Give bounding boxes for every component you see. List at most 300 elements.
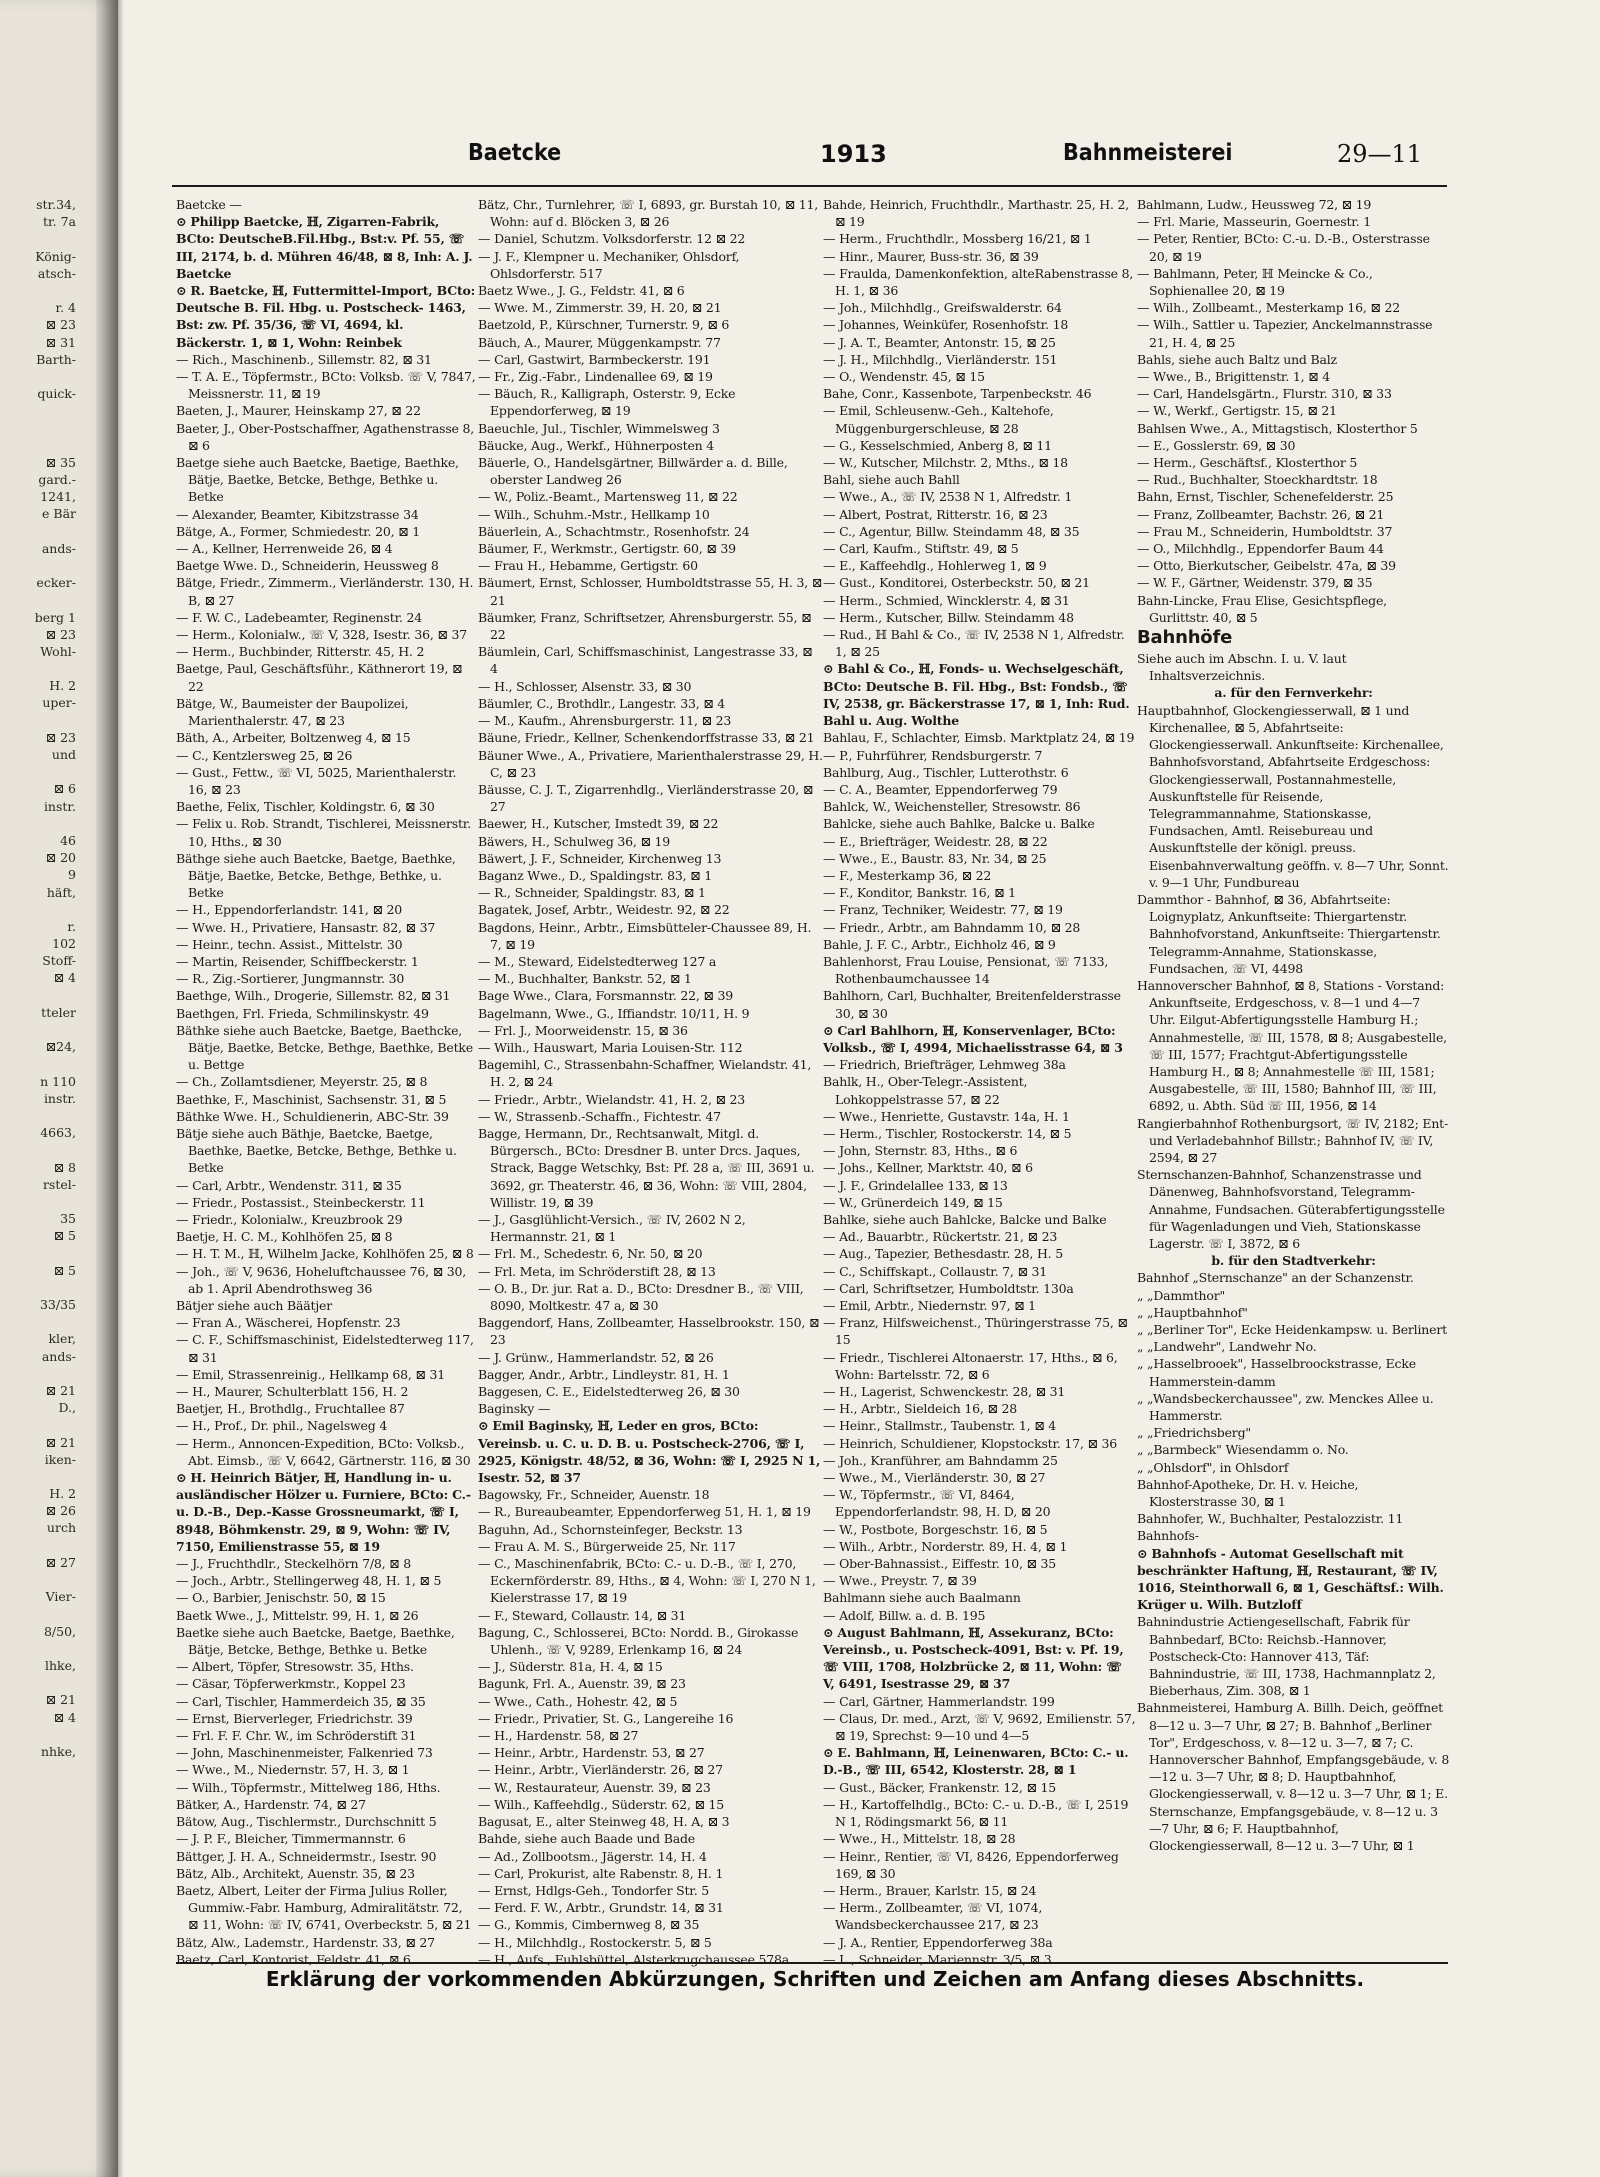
- directory-entry: — Friedrich, Briefträger, Lehmweg 38a: [823, 1057, 1066, 1073]
- directory-entry: Hauptbahnhof, Glockengiesserwall, ⊠ 1 und Kirchenallee, ⊠ 5, Abfahrtseite: Glockengiesserwall. Ankunftseite: Kirchenallee, Bahnhofsvorstand, Abfahrtseite Erdgeschoss: Glockengiesserwall, Postannahmestelle, Auskunftstelle für Reisende, Telegrammannahme, Stationskasse, Fundsachen, Amtl. Reisebureau und Auskunftstelle der königl. preuss. Eisenbahnverwaltung geöffn. v. 8—7 Uhr, Sonnt. v. 9—1 Uhr, Fundbureau: [1137, 702, 1449, 890]
- directory-entry: Bäthge siehe auch Baetcke, Baetge, Baethke, Bätje, Baetke, Betcke, Bethge, Bethke, u. Betke: [176, 850, 456, 901]
- directory-entry: — J. F., Grindelallee 133, ⊠ 13: [823, 1177, 1008, 1193]
- directory-entry: — Wwe., Cath., Hohestr. 42, ⊠ 5: [478, 1693, 678, 1709]
- facing-page-line: ⊠ 35: [45, 454, 76, 470]
- directory-entry: „ „Ohlsdorf", in Ohlsdorf: [1137, 1459, 1289, 1475]
- directory-entry: Bäthke Wwe. H., Schuldienerin, ABC-Str. 39: [176, 1108, 449, 1124]
- directory-entry: — Albert, Töpfer, Stresowstr. 35, Hths.: [176, 1659, 414, 1675]
- directory-entry: Bätge, Friedr., Zimmerm., Vierländerstr. 130, H. B, ⊠ 27: [176, 575, 474, 608]
- directory-entry: Baethe, Felix, Tischler, Koldingstr. 6, ⊠ 30: [176, 799, 435, 815]
- directory-entry: Bäune, Friedr., Kellner, Schenkendorffstrasse 33, ⊠ 21: [478, 730, 815, 746]
- facing-page-line: ⊠ 31: [45, 334, 76, 350]
- facing-page-line: und: [51, 747, 76, 762]
- directory-entry: Bahde, Heinrich, Fruchthdlr., Marthastr. 25, H. 2, ⊠ 19: [823, 197, 1130, 230]
- running-head-left: Baetcke: [468, 140, 562, 166]
- directory-entry: — Joch., Arbtr., Stellingerweg 48, H. 1, ⊠ 5: [176, 1573, 442, 1589]
- directory-entry: — Johs., Kellner, Marktstr. 40, ⊠ 6: [823, 1160, 1033, 1176]
- directory-entry: ⊙ R. Baetcke, ℍ, Futtermittel-Import, BCto: Deutsche B. Fil. Hbg. u. Postscheck- 1463, Bst: zw. Pf. 35/36, ☏ VI, 4694, kl. Bäckerstr. 1, ⊠ 1, Wohn: Reinbek: [176, 283, 476, 350]
- directory-entry: — H., Hardenstr. 58, ⊠ 27: [478, 1728, 639, 1744]
- page-number: 29—11: [1337, 140, 1423, 168]
- directory-entry: Bahnhof „Sternschanze" an der Schanzenstr.: [1137, 1270, 1414, 1286]
- directory-entry: ⊙ Philipp Baetcke, ℍ, Zigarren-Fabrik, BCto: DeutscheB.Fil.Hbg., Bst:v. Pf. 55, ☏ III, 2174, b. d. Mühren 46/48, ⊠ 8, Inh: A. J. Baetcke: [176, 214, 473, 281]
- facing-page-line: ⊠ 23: [45, 626, 76, 642]
- directory-entry: Bäthke siehe auch Baetcke, Baetge, Baethcke, Bätje, Baetke, Betcke, Bethge, Baethke, Betke u. Bettge: [176, 1022, 473, 1073]
- directory-entry: — C., Maschinenfabrik, BCto: C.- u. D.-B., ☏ I, 270, Eckernförderstr. 89, Hths., ⊠ 4, Wohn: ☏ I, 270 N 1, Kielerstrasse 17, ⊠ 19: [478, 1556, 816, 1606]
- facing-page-line: urch: [46, 1520, 76, 1536]
- directory-entry: „ „Berliner Tor", Ecke Heidenkampsw. u. Berlinert: [1137, 1322, 1447, 1337]
- directory-entry: — H., Milchhdlg., Rostockerstr. 5, ⊠ 5: [478, 1934, 712, 1950]
- book-gutter: [96, 0, 118, 2177]
- facing-page-line: uper-: [42, 695, 76, 711]
- directory-entry: ⊙ Emil Baginsky, ℍ, Leder en gros, BCto: Vereinsb. u. C. u. D. B. u. Postscheck-2706, ☏ I, 2925, Königstr. 48/52, ⊠ 36, Wohn: ☏ I, 2925 N 1, Isestr. 52, ⊠ 37: [478, 1418, 821, 1486]
- directory-entry: — J. Grünw., Hammerlandstr. 52, ⊠ 26: [478, 1349, 714, 1365]
- directory-entry: — Frl. J., Moorweidenstr. 15, ⊠ 36: [478, 1022, 688, 1038]
- directory-entry: — Herm., Annoncen-Expedition, BCto: Volksb., Abt. Eimsb., ☏ V, 6642, Gärtnerstr. 116, ⊠ 30: [176, 1435, 471, 1468]
- facing-page-line: ⊠ 21: [45, 1382, 76, 1398]
- directory-entry: „ „Dammthor": [1137, 1287, 1226, 1303]
- directory-entry: „ „Barmbeck" Wiesendamm o. No.: [1137, 1442, 1349, 1458]
- directory-entry: Bätz, Alb., Architekt, Auenstr. 35, ⊠ 23: [176, 1865, 415, 1881]
- facing-page-line: Stoff-: [42, 953, 76, 969]
- directory-entry: — Emil, Schleusenw.-Geh., Kaltehofe, Müggenburgerschleuse, ⊠ 28: [823, 403, 1054, 436]
- facing-page-line: ⊠ 4: [53, 1709, 76, 1725]
- directory-entry: Baetjer, H., Brothdlg., Fruchtallee 87: [176, 1401, 405, 1417]
- directory-entry: Bäumler, C., Brothdlr., Langestr. 33, ⊠ 4: [478, 695, 726, 711]
- facing-page-line: 102: [52, 936, 76, 952]
- directory-entry: Sternschanzen-Bahnhof, Schanzenstrasse und Dänenweg, Bahnhofsvorstand, Telegramm-Annahme, Fundsachen. Güterabfertigungsstelle für Wagenladungen und Vieh, Stationskasse Lagerstr. ☏ I, 3872, ⊠ 6: [1137, 1167, 1445, 1251]
- facing-page-line: ⊠ 21: [45, 1434, 76, 1450]
- facing-page-line: ecker-: [36, 575, 76, 591]
- column-1: [176, 196, 476, 1967]
- directory-entry: — Daniel, Schutzm. Volksdorferstr. 12 ⊠ 22: [478, 231, 746, 247]
- directory-entry: Baeuchle, Jul., Tischler, Wimmelsweg 3: [478, 420, 720, 436]
- directory-entry: — H., Prof., Dr. phil., Nagelsweg 4: [176, 1418, 388, 1434]
- directory-entry: Bahlsen Wwe., A., Mittagstisch, Klosterthor 5: [1137, 420, 1418, 436]
- directory-entry: — Wilh., Arbtr., Norderstr. 89, H. 4, ⊠ 1: [823, 1538, 1068, 1554]
- column-2: [478, 196, 823, 1967]
- directory-entry: Bahlau, F., Schlachter, Eimsb. Marktplatz 24, ⊠ 19: [823, 730, 1135, 746]
- directory-entry: Bahlhorn, Carl, Buchhalter, Breitenfelderstrasse 30, ⊠ 30: [823, 988, 1121, 1021]
- directory-entry: Baginsky —: [478, 1401, 551, 1417]
- directory-entry: — Friedr., Postassist., Steinbeckerstr. 11: [176, 1194, 426, 1210]
- facing-page-line: 9: [68, 867, 76, 883]
- directory-entry: — Wilh., Schuhm.-Mstr., Hellkamp 10: [478, 506, 710, 522]
- directory-entry: „ „Landwehr", Landwehr No.: [1137, 1339, 1317, 1355]
- directory-entry: ⊙ Bahl & Co., ℍ, Fonds- u. Wechselgeschäft, BCto: Deutsche B. Fil. Hbg., Bst: Fondsb., ☏ IV, 2538, gr. Bäckerstrasse 17, ⊠ 1, Inh: Rud. Bahl u. Aug. Wolthe: [823, 661, 1130, 729]
- directory-entry: — R., Bureaubeamter, Eppendorferweg 51, H. 1, ⊠ 19: [478, 1504, 811, 1520]
- directory-entry: — Wilh., Hauswart, Maria Louisen-Str. 112: [478, 1039, 743, 1055]
- facing-page-line: häft,: [46, 884, 76, 900]
- facing-page-line: ⊠ 8: [53, 1159, 76, 1175]
- directory-entry: Bagelmann, Wwe., G., Iffiandstr. 10/11, H. 9: [478, 1005, 750, 1021]
- directory-entry: Bäumert, Ernst, Schlosser, Humboldtstrasse 55, H. 3, ⊠ 21: [478, 575, 823, 608]
- directory-entry: ⊙ August Bahlmann, ℍ, Assekuranz, BCto: Vereinsb., u. Postscheck-4091, Bst: v. Pf. 19, ☏ VIII, 1708, Holzbrücke 2, ⊠ 11, Wohn: ☏ V, 6491, Isestrasse 29, ⊠ 37: [823, 1624, 1124, 1692]
- directory-entry: — Martin, Reisender, Schiffbeckerstr. 1: [176, 953, 419, 969]
- directory-entry: — E., Kaffeehdlg., Hohlerweg 1, ⊠ 9: [823, 558, 1047, 574]
- directory-entry: Bagdons, Heinr., Arbtr., Eimsbütteler-Chaussee 89, H. 7, ⊠ 19: [478, 919, 812, 952]
- directory-entry: — W., Töpfermstr., ☏ VI, 8464, Eppendorferlandstr. 98, H. D, ⊠ 20: [823, 1487, 1051, 1520]
- directory-entry: ⊙ Bahnhofs - Automat Gesellschaft mit beschränkter Haftung, ℍ, Restaurant, ☏ IV, 1016, Steinthorwall 6, ⊠ 1, Geschäftsf.: Wilh. Krüger u. Wilh. Butzloff: [1137, 1545, 1444, 1613]
- directory-entry: — Frau A. M. S., Bürgerweide 25, Nr. 117: [478, 1538, 736, 1554]
- directory-entry: — Johannes, Weinküfer, Rosenhofstr. 18: [823, 317, 1069, 333]
- directory-entry: Bäuner Wwe., A., Privatiere, Marienthalerstrasse 29, H. C, ⊠ 23: [478, 747, 823, 780]
- directory-entry: — Joh., ☏ V, 9636, Hoheluftchaussee 76, ⊠ 30, ab 1. April Abendrothsweg 36: [176, 1263, 467, 1296]
- facing-page-line: ⊠ 23: [45, 317, 76, 333]
- directory-entry: — O., Milchhdlg., Eppendorfer Baum 44: [1137, 541, 1384, 557]
- facing-page-line: Barth-: [36, 351, 76, 367]
- directory-entry: — Frl. F. F. Chr. W., im Schröderstift 31: [176, 1728, 417, 1744]
- directory-entry: — Gust., Fettw., ☏ VI, 5025, Marienthalerstr. 16, ⊠ 23: [176, 764, 457, 797]
- directory-entry: Baggesen, C. E., Eidelstedterweg 26, ⊠ 30: [478, 1384, 740, 1400]
- directory-entry: — Wilh., Zollbeamt., Mesterkamp 16, ⊠ 22: [1137, 300, 1400, 316]
- facing-page-line: Vier-: [45, 1589, 76, 1605]
- facing-page-line: ⊠ 5: [53, 1262, 76, 1278]
- directory-entry: — Adolf, Billw. a. d. B. 195: [823, 1607, 986, 1623]
- directory-entry: Baetje, H. C. M., Kohlhöfen 25, ⊠ 8: [176, 1229, 393, 1245]
- directory-entry: — Ad., Zollbootsm., Jägerstr. 14, H. 4: [478, 1848, 707, 1864]
- directory-entry: Bäuch, A., Maurer, Müggenkampstr. 77: [478, 334, 721, 350]
- directory-entry: — M., Steward, Eidelstedterweg 127 a: [478, 953, 717, 969]
- directory-entry: Bätge, A., Former, Schmiedestr. 20, ⊠ 1: [176, 523, 420, 539]
- directory-entry: — C., Schiffskapt., Collaustr. 7, ⊠ 31: [823, 1263, 1047, 1279]
- abbreviation-note: Erklärung der vorkommenden Abkürzungen, Schriften und Zeichen am Anfang dieses Abschnitts.: [265, 1967, 1365, 1991]
- directory-entry: — Bahlmann, Peter, ℍ Meincke & Co., Sophienallee 20, ⊠ 19: [1137, 265, 1373, 299]
- directory-entry: — Wwe., E., Baustr. 83, Nr. 34, ⊠ 25: [823, 850, 1047, 866]
- facing-page-line: ⊠ 6: [53, 781, 76, 797]
- directory-entry: — Albert, Postrat, Ritterstr. 16, ⊠ 23: [823, 506, 1048, 522]
- facing-page-line: nhke,: [40, 1743, 76, 1759]
- facing-page-line: H. 2: [49, 678, 76, 694]
- directory-entry: — Wwe., A., ☏ IV, 2538 N 1, Alfredstr. 1: [823, 489, 1073, 505]
- directory-entry: — W., Werkf., Gertigstr. 15, ⊠ 21: [1137, 403, 1337, 419]
- directory-entry: Bahnhöfe: [1137, 627, 1233, 649]
- directory-entry: — Wwe., B., Brigittenstr. 1, ⊠ 4: [1137, 369, 1330, 385]
- directory-entry: — Carl, Schriftsetzer, Humboldtstr. 130a: [823, 1280, 1074, 1296]
- directory-entry: — Alexander, Beamter, Kibitzstrasse 34: [176, 506, 419, 522]
- directory-entry: Baethgen, Frl. Frieda, Schmilinskystr. 49: [176, 1005, 429, 1021]
- directory-entry: Bätker, A., Hardenstr. 74, ⊠ 27: [176, 1796, 366, 1812]
- facing-page-line: atsch-: [37, 265, 76, 281]
- facing-page-line: 35: [60, 1211, 76, 1227]
- facing-page-line: e Bär: [42, 506, 76, 522]
- directory-entry: Baetzold, P., Kürschner, Turnerstr. 9, ⊠ 6: [478, 317, 730, 333]
- directory-entry: Baeten, J., Maurer, Heinskamp 27, ⊠ 22: [176, 403, 421, 419]
- directory-entry: Bätow, Aug., Tischlermstr., Durchschnitt 5: [176, 1814, 437, 1830]
- directory-entry: — Franz, Hilfsweichenst., Thüringerstrasse 75, ⊠ 15: [823, 1315, 1128, 1348]
- directory-entry: Siehe auch im Abschn. I. u. V. laut Inhaltsverzeichnis.: [1137, 651, 1347, 684]
- directory-entry: Bahlmann siehe auch Baalmann: [823, 1590, 1021, 1606]
- directory-entry: Baewer, H., Kutscher, Imstedt 39, ⊠ 22: [478, 816, 719, 832]
- directory-entry: — W. F., Gärtner, Weidenstr. 379, ⊠ 35: [1137, 575, 1373, 591]
- directory-entry: Bage Wwe., Clara, Forsmannstr. 22, ⊠ 39: [478, 988, 733, 1004]
- directory-entry: — Otto, Bierkutscher, Geibelstr. 47a, ⊠ 39: [1137, 558, 1396, 574]
- directory-entry: Bahnhofs-: [1137, 1528, 1199, 1544]
- directory-entry: — Gust., Bäcker, Frankenstr. 12, ⊠ 15: [823, 1779, 1056, 1795]
- directory-entry: — P., Fuhrführer, Rendsburgerstr. 7: [823, 747, 1043, 763]
- directory-entry: — C., Kentzlersweg 25, ⊠ 26: [176, 747, 353, 763]
- directory-entry: — Ernst, Bierverleger, Friedrichstr. 39: [176, 1710, 413, 1726]
- directory-entry: — Heinr., Rentier, ☏ VI, 8426, Eppendorferweg 169, ⊠ 30: [823, 1848, 1119, 1881]
- directory-entry: — O. B., Dr. jur. Rat a. D., BCto: Dresdner B., ☏ VIII, 8090, Moltkestr. 47 a, ⊠ 30: [478, 1280, 804, 1313]
- directory-entry: — A., Kellner, Herrenweide 26, ⊠ 4: [176, 541, 393, 557]
- directory-entry: Baetge Wwe. D., Schneiderin, Heussweg 8: [176, 558, 439, 574]
- directory-entry: — Emil, Arbtr., Niedernstr. 97, ⊠ 1: [823, 1298, 1036, 1313]
- directory-entry: Bäwert, J. F., Schneider, Kirchenweg 13: [478, 850, 722, 866]
- directory-entry: — Carl, Gärtner, Hammerlandstr. 199: [823, 1693, 1055, 1709]
- directory-entry: — F. W. C., Ladebeamter, Reginenstr. 24: [176, 609, 423, 625]
- directory-entry: Bätje siehe auch Bäthje, Baetcke, Baetge, Baethke, Baetke, Betcke, Bethge, Bethke u. Betke: [176, 1125, 457, 1176]
- directory-entry: Bahe, Conr., Kassenbote, Tarpenbeckstr. 46: [823, 386, 1092, 402]
- directory-entry: Baganz Wwe., D., Spaldingstr. 83, ⊠ 1: [478, 867, 712, 883]
- facing-page-line: H. 2: [49, 1486, 76, 1502]
- directory-entry: — Ad., Bauarbtr., Rückertstr. 21, ⊠ 23: [823, 1229, 1058, 1245]
- directory-entry: — M., Buchhalter, Bankstr. 52, ⊠ 1: [478, 971, 692, 987]
- directory-entry: — Aug., Tapezier, Bethesdastr. 28, H. 5: [823, 1246, 1063, 1262]
- directory-entry: — Friedr., Tischlerei Altonaerstr. 17, Hths., ⊠ 6, Wohn: Bartelsstr. 72, ⊠ 6: [823, 1349, 1118, 1382]
- directory-entry: — Friedr., Kolonialw., Kreuzbrook 29: [176, 1211, 403, 1227]
- directory-entry: — C. A., Beamter, Eppendorferweg 79: [823, 781, 1058, 797]
- facing-page-line: ⊠ 27: [45, 1554, 76, 1570]
- facing-page-line: ands-: [41, 1348, 76, 1364]
- directory-entry: Bahn, Ernst, Tischler, Schenefelderstr. 25: [1137, 489, 1394, 505]
- facing-page-line: ⊠ 21: [45, 1692, 76, 1708]
- directory-entry: — Friedr., Arbtr., Wielandstr. 41, H. 2, ⊠ 23: [478, 1091, 746, 1107]
- directory-entry: — W., Kutscher, Milchstr. 2, Mths., ⊠ 18: [823, 455, 1068, 471]
- directory-entry: Bagemihl, C., Strassenbahn-Schaffner, Wielandstr. 41, H. 2, ⊠ 24: [478, 1057, 812, 1090]
- facing-page-line: n 110: [40, 1073, 76, 1089]
- directory-entry: Dammthor - Bahnhof, ⊠ 36, Abfahrtseite: Loignyplatz, Ankunftseite: Thiergartenstr. Bahnhofvorstand, Ankunftseite: Thiergartenstr. Telegramm-Annahme, Stationskasse, Fundsachen, ☏ VI, 4498: [1137, 891, 1441, 976]
- directory-entry: — W., Poliz.-Beamt., Martensweg 11, ⊠ 22: [478, 489, 738, 505]
- footer-rule: [176, 1962, 1448, 1964]
- directory-entry: ⊙ Carl Bahlhorn, ℍ, Konservenlager, BCto: Volksb., ☏ I, 4994, Michaelisstrasse 64, ⊠ 3: [823, 1022, 1123, 1055]
- directory-entry: — Carl, Kaufm., Stiftstr. 49, ⊠ 5: [823, 541, 1019, 557]
- directory-entry: Bagung, C., Schlosserei, BCto: Nordd. B., Girokasse Uhlenh., ☏ V, 9289, Erlenkamp 16, ⊠ 24: [478, 1624, 799, 1658]
- directory-entry: — H. T. M., ℍ, Wilhelm Jacke, Kohlhöfen 25, ⊠ 8: [176, 1246, 474, 1262]
- directory-entry: Baetke siehe auch Baetcke, Baetge, Baethke, Bätje, Betcke, Bethge, Bethke u. Betke: [176, 1624, 455, 1658]
- directory-entry: — Frau M., Schneiderin, Humboldtstr. 37: [1137, 523, 1393, 539]
- directory-entry: — Franz, Techniker, Weidestr. 77, ⊠ 19: [823, 902, 1063, 918]
- directory-entry: Bahls, siehe auch Baltz und Balz: [1137, 351, 1337, 367]
- directory-entry: Baguhn, Ad., Schornsteinfeger, Beckstr. 13: [478, 1521, 743, 1537]
- directory-entry: — R., Zig.-Sortierer, Jungmannstr. 30: [176, 971, 405, 987]
- facing-page-line: Wohl-: [40, 643, 76, 659]
- directory-entry: — Bäuch, R., Kalligraph, Osterstr. 9, Ecke Eppendorferweg, ⊠ 19: [478, 386, 736, 419]
- facing-page-line: instr.: [43, 1090, 76, 1106]
- facing-page-line: König-: [35, 248, 76, 264]
- directory-entry: — Heinr., techn. Assist., Mittelstr. 30: [176, 936, 403, 952]
- directory-entry: — Herm., Schmied, Wincklerstr. 4, ⊠ 31: [823, 592, 1070, 608]
- directory-entry: Bahlke, siehe auch Bahlcke, Balcke und Balke: [823, 1211, 1107, 1227]
- directory-entry: Bätge, W., Baumeister der Baupolizei, Marienthalerstr. 47, ⊠ 23: [176, 695, 409, 729]
- directory-entry: Bagunk, Frl. A., Auenstr. 39, ⊠ 23: [478, 1676, 686, 1692]
- directory-entry: Bätz, Alw., Lademstr., Hardenstr. 33, ⊠ 27: [176, 1934, 435, 1950]
- directory-entry: — John, Sternstr. 83, Hths., ⊠ 6: [823, 1143, 1018, 1159]
- facing-page-line: ⊠ 4: [53, 970, 76, 986]
- directory-entry: — W., Grünerdeich 149, ⊠ 15: [823, 1194, 1003, 1210]
- directory-entry: — W., Strassenb.-Schaffn., Fichtestr. 47: [478, 1108, 721, 1124]
- directory-entry: — Cäsar, Töpferwerkmstr., Koppel 23: [176, 1676, 406, 1692]
- facing-page-line: ⊠ 26: [45, 1503, 76, 1519]
- directory-entry: — Heinr., Stallmstr., Taubenstr. 1, ⊠ 4: [823, 1418, 1056, 1434]
- directory-entry: a. für den Fernverkehr:: [1214, 685, 1373, 701]
- directory-entry: — J. A., Rentier, Eppendorferweg 38a: [823, 1934, 1053, 1950]
- directory-entry: — H., Maurer, Schulterblatt 156, H. 2: [176, 1384, 409, 1400]
- directory-entry: Bäumker, Franz, Schriftsetzer, Ahrensburgerstr. 55, ⊠ 22: [478, 609, 812, 643]
- directory-entry: — Fr., Zig.-Fabr., Lindenallee 69, ⊠ 19: [478, 369, 713, 385]
- directory-entry: Bätjer siehe auch Bäätjer: [176, 1298, 333, 1313]
- directory-entry: — Frl. Meta, im Schröderstift 28, ⊠ 13: [478, 1263, 716, 1279]
- running-head-right: Bahnmeisterei: [1063, 140, 1233, 166]
- directory-entry: — M., Kaufm., Ahrensburgerstr. 11, ⊠ 23: [478, 713, 732, 729]
- directory-entry: — H., Kartoffelhdlg., BCto: C.- u. D.-B., ☏ I, 2519 N 1, Rödingsmarkt 56, ⊠ 11: [823, 1796, 1129, 1830]
- directory-entry: — Rud., Buchhalter, Stoeckhardtstr. 18: [1137, 472, 1378, 488]
- directory-entry: — J. A. T., Beamter, Antonstr. 15, ⊠ 25: [823, 334, 1056, 350]
- directory-entry: — W., Restaurateur, Auenstr. 39, ⊠ 23: [478, 1779, 711, 1795]
- running-head-year: 1913: [820, 140, 887, 168]
- facing-page-line: rstel-: [42, 1176, 76, 1192]
- directory-entry: Bahn-Lincke, Frau Elise, Gesichtspflege, Gurlittstr. 40, ⊠ 5: [1137, 592, 1387, 625]
- directory-entry: — Gust., Konditorei, Osterbeckstr. 50, ⊠ 21: [823, 575, 1090, 591]
- column-4: [1137, 196, 1450, 1926]
- directory-entry: — G., Kesselschmied, Anberg 8, ⊠ 11: [823, 437, 1052, 453]
- directory-entry: Bäusse, C. J. T., Zigarrenhdlg., Vierländerstrasse 20, ⊠ 27: [478, 781, 814, 815]
- directory-entry: Baetz, Albert, Leiter der Firma Julius Roller, Gummiw.-Fabr. Hamburg, Admiralitätstr. 72, ⊠ 11, Wohn: ☏ IV, 6741, Overbeckstr. 5, ⊠ 21: [176, 1882, 472, 1933]
- directory-entry: — Fraulda, Damenkonfektion, alteRabenstrasse 8, H. 1, ⊠ 36: [823, 265, 1134, 299]
- directory-entry: — Wwe. M., Zimmerstr. 39, H. 20, ⊠ 21: [478, 300, 722, 316]
- directory-entry: — Heinr., Arbtr., Hardenstr. 53, ⊠ 27: [478, 1745, 705, 1761]
- directory-entry: — Emil, Strassenreinig., Hellkamp 68, ⊠ 31: [176, 1366, 445, 1382]
- column-3: [823, 196, 1136, 1967]
- directory-entry: Bäucke, Aug., Werkf., Hühnerposten 4: [478, 437, 715, 453]
- directory-entry: — J., Gasglühlicht-Versich., ☏ IV, 2602 N 2, Hermannstr. 21, ⊠ 1: [478, 1211, 746, 1245]
- directory-entry: Baetge, Paul, Geschäftsführ., Käthnerort 19, ⊠ 22: [176, 661, 463, 694]
- directory-entry: — Frl. M., Schedestr. 6, Nr. 50, ⊠ 20: [478, 1246, 703, 1262]
- facing-page-line: r.: [67, 918, 76, 934]
- directory-entry: „ „Hauptbahnhof": [1137, 1304, 1248, 1320]
- directory-entry: — E., Gosslerstr. 69, ⊠ 30: [1137, 437, 1296, 453]
- directory-entry: b. für den Stadtverkehr:: [1211, 1253, 1376, 1269]
- directory-entry: — Franz, Zollbeamter, Bachstr. 26, ⊠ 21: [1137, 506, 1385, 522]
- directory-entry: ⊙ H. Heinrich Bätjer, ℍ, Handlung in- u. ausländischer Hölzer u. Furniere, BCto: C.- u. D.-B., Dep.-Kasse Grossneumarkt, ☏ I, 8948, Böhmkenstr. 29, ⊠ 9, Wohn: ☏ IV, 7150, Emilienstrasse 55, ⊠ 19: [176, 1470, 471, 1554]
- facing-page-line: 4663,: [40, 1125, 76, 1141]
- directory-entry: — Joh., Kranführer, am Bahndamm 25: [823, 1452, 1058, 1468]
- directory-entry: — Carl, Arbtr., Wendenstr. 311, ⊠ 35: [176, 1177, 402, 1193]
- directory-entry: Bäumlein, Carl, Schiffsmaschinist, Langestrasse 33, ⊠ 4: [478, 644, 813, 677]
- directory-entry: — Wwe., H., Mittelstr. 18, ⊠ 28: [823, 1831, 1016, 1847]
- directory-entry: — Hinr., Maurer, Buss-str. 36, ⊠ 39: [823, 248, 1039, 264]
- directory-entry: — H., Eppendorferlandstr. 141, ⊠ 20: [176, 902, 403, 918]
- directory-entry: Bagge, Hermann, Dr., Rechtsanwalt, Mitgl. d. Bürgersch., BCto: Dresdner B. unter Drcs. Jaques, Strack, Bagge Wetschky, Bst: Pf. 28 a, ☏ III, 3691 u. 3692, gr. Theaterstr. 46, ⊠ 36, Wohn: ☏ VIII, 2804, Willistr. 19, ⊠ 39: [478, 1125, 815, 1210]
- facing-page-line: ands-: [41, 540, 76, 556]
- facing-page-line: 1241,: [40, 489, 76, 505]
- directory-entry: Rangierbahnhof Rothenburgsort, ☏ IV, 2182; Ent- und Verladebahnhof Billstr.; Bahnhof IV, ☏ IV, 2594, ⊠ 27: [1137, 1115, 1449, 1165]
- directory-entry: — Ch., Zollamtsdiener, Meyerstr. 25, ⊠ 8: [176, 1074, 428, 1090]
- directory-entry: — H., Arbtr., Sieldeich 16, ⊠ 28: [823, 1401, 1018, 1417]
- facing-page-line: lhke,: [45, 1657, 76, 1673]
- directory-entry: Bahlk, H., Ober-Telegr.-Assistent, Lohkoppelstrasse 57, ⊠ 22: [823, 1074, 1028, 1107]
- facing-page-line: ⊠ 5: [53, 1228, 76, 1244]
- facing-page-line: berg 1: [34, 609, 76, 625]
- directory-entry: Bäuerlein, A., Schachtmstr., Rosenhofstr. 24: [478, 523, 750, 539]
- directory-entry: — C. F., Schiffsmaschinist, Eidelstedterweg 117, ⊠ 31: [176, 1332, 474, 1365]
- facing-page-line: 33/35: [39, 1297, 76, 1312]
- facing-page-line: gard.-: [38, 472, 76, 487]
- directory-entry: — John, Maschinenmeister, Falkenried 73: [176, 1745, 433, 1761]
- directory-entry: Baggendorf, Hans, Zollbeamter, Hasselbrookstr. 150, ⊠ 23: [478, 1315, 820, 1348]
- directory-entry: Bahlck, W., Weichensteller, Stresowstr. 86: [823, 799, 1081, 815]
- directory-entry: Bahnhof-Apotheke, Dr. H. v. Heiche, Klosterstrasse 30, ⊠ 1: [1137, 1476, 1359, 1510]
- directory-entry: — Joh., Milchhdlg., Greifswalderstr. 64: [823, 300, 1062, 316]
- directory-entry: — C., Agentur, Billw. Steindamm 48, ⊠ 35: [823, 523, 1080, 539]
- directory-entry: Bagowsky, Fr., Schneider, Auenstr. 18: [478, 1487, 710, 1503]
- directory-entry: — F., Mesterkamp 36, ⊠ 22: [823, 867, 992, 883]
- directory-entry: — E., Briefträger, Weidestr. 28, ⊠ 22: [823, 833, 1048, 849]
- directory-entry: — Herm., Geschäftsf., Klosterthor 5: [1137, 455, 1358, 471]
- directory-entry: — Wwe., M., Niedernstr. 57, H. 3, ⊠ 1: [176, 1762, 410, 1778]
- directory-entry: — Carl, Gastwirt, Barmbeckerstr. 191: [478, 351, 711, 367]
- directory-entry: Bättger, J. H. A., Schneidermstr., Isestr. 90: [176, 1848, 437, 1864]
- facing-page-line: kler,: [48, 1331, 76, 1347]
- directory-entry: Bahlenhorst, Frau Louise, Pensionat, ☏ 7133, Rothenbaumchaussee 14: [823, 953, 1109, 987]
- directory-entry: — Heinr., Arbtr., Vierländerstr. 26, ⊠ 27: [478, 1762, 723, 1778]
- facing-page-line: iken-: [44, 1451, 76, 1467]
- directory-entry: — Ernst, Hdlgs-Geh., Tondorfer Str. 5: [478, 1882, 710, 1898]
- directory-entry: — Wilh., Sattler u. Tapezier, Anckelmannstrasse 21, H. 4, ⊠ 25: [1137, 317, 1433, 350]
- directory-entry: — H., Aufs., Fuhlsbüttel, Alsterkrugchaussee 578a: [478, 1951, 790, 1967]
- directory-entry: — Claus, Dr. med., Arzt, ☏ V, 9692, Emilienstr. 57, ⊠ 19, Sprechst: 9—10 und 4—5: [823, 1710, 1136, 1744]
- directory-entry: — Ober-Bahnassist., Eiffestr. 10, ⊠ 35: [823, 1556, 1057, 1572]
- directory-entry: ⊙ E. Bahlmann, ℍ, Leinenwaren, BCto: C.- u. D.-B., ☏ III, 6542, Klosterstr. 28, ⊠ 1: [823, 1745, 1129, 1778]
- directory-entry: — J. H., Milchhdlg., Vierländerstr. 151: [823, 351, 1058, 367]
- directory-entry: — Ferd. F. W., Arbtr., Grundstr. 14, ⊠ 31: [478, 1900, 724, 1916]
- directory-entry: „ „Wandsbeckerchaussee", zw. Menckes Allee u. Hammerstr.: [1137, 1390, 1434, 1424]
- directory-entry: Bahnhofer, W., Buchhalter, Pestalozzistr. 11: [1137, 1511, 1404, 1527]
- directory-entry: — Herm., Zollbeamter, ☏ VI, 1074, Wandsbeckerchaussee 217, ⊠ 23: [823, 1900, 1043, 1933]
- facing-page-line: quick-: [37, 386, 76, 402]
- facing-page-line: 8/50,: [43, 1623, 76, 1639]
- directory-entry: Bahlburg, Aug., Tischler, Lutterothstr. 6: [823, 764, 1069, 780]
- directory-entry: — Herm., Fruchthdlr., Mossberg 16/21, ⊠ 1: [823, 231, 1092, 247]
- directory-entry: Baeter, J., Ober-Postschaffner, Agathenstrasse 8, ⊠ 6: [176, 420, 475, 453]
- directory-entry: Bagger, Andr., Arbtr., Lindleystr. 81, H. 1: [478, 1366, 730, 1382]
- directory-entry: — Carl, Handelsgärtn., Flurstr. 310, ⊠ 33: [1137, 386, 1392, 402]
- directory-entry: Bahnindustrie Actiengesellschaft, Fabrik für Bahnbedarf, BCto: Reichsb.-Hannover, Postscheck-Cto: Hannover 413, Täf: Bahnindustrie, ☏ III, 1738, Hachmannplatz 2, Bieberhaus, Zim. 308, ⊠ 1: [1137, 1614, 1436, 1699]
- directory-entry: — Friedr., Privatier, St. G., Langereihe 16: [478, 1710, 734, 1726]
- directory-entry: Bäuerle, O., Handelsgärtner, Billwärder a. d. Bille, oberster Landweg 26: [478, 455, 788, 488]
- facing-page-line: str.34,: [36, 197, 76, 212]
- directory-entry: Baethke, F., Maschinist, Sachsenstr. 31, ⊠ 5: [176, 1091, 447, 1107]
- facing-page-line: ⊠ 20: [45, 850, 76, 866]
- directory-entry: Baethge, Wilh., Drogerie, Sillemstr. 82, ⊠ 31: [176, 988, 451, 1004]
- directory-entry: — J., Süderstr. 81a, H. 4, ⊠ 15: [478, 1659, 663, 1675]
- directory-entry: — J., Fruchthdlr., Steckelhörn 7/8, ⊠ 8: [176, 1556, 411, 1572]
- directory-entry: — Carl, Prokurist, alte Rabenstr. 8, H. 1: [478, 1865, 724, 1881]
- directory-entry: — H., Schlosser, Alsenstr. 33, ⊠ 30: [478, 678, 692, 694]
- directory-entry: — W., Postbote, Borgeschstr. 16, ⊠ 5: [823, 1521, 1048, 1537]
- facing-page-line: ⊠ 23: [45, 729, 76, 745]
- directory-entry: Bahle, J. F. C., Arbtr., Eichholz 46, ⊠ 9: [823, 936, 1056, 952]
- directory-entry: — Frl. Marie, Masseurin, Goernestr. 1: [1137, 214, 1372, 230]
- directory-entry: — Friedr., Arbtr., am Bahndamm 10, ⊠ 28: [823, 919, 1081, 935]
- directory-entry: Bätz, Chr., Turnlehrer, ☏ I, 6893, gr. Burstah 10, ⊠ 11, Wohn: auf d. Blöcken 3, ⊠ 26: [478, 197, 819, 230]
- directory-entry: Bahnmeisterei, Hamburg A. Billh. Deich, geöffnet 8—12 u. 3—7 Uhr, ⊠ 27; B. Bahnhof „Berliner Tor", Erdgeschoss, v. 8—12 u. 3—7, ⊠ 7; C. Hannoverscher Bahnhof, Empfangsgebäude, v. 8—12 u. 3—7 Uhr, ⊠ 8; D. Hauptbahnhof, Glockengiesserwall, v. 8—12 u. 3—7 Uhr, ⊠ 1; E. Sternschanze, Empfangsgebäude, v. 8—12 u. 3—7 Uhr, ⊠ 6; F. Hauptbahnhof, Glockengiesserwall, 8—12 u. 3—7 Uhr, ⊠ 1: [1137, 1700, 1450, 1854]
- facing-page-line: ⊠24,: [45, 1039, 76, 1055]
- directory-entry: „ „Hasselbrooek", Hasselbroockstrasse, Ecke Hammerstein-damm: [1137, 1356, 1416, 1389]
- directory-entry: — Rich., Maschinenb., Sillemstr. 82, ⊠ 31: [176, 351, 432, 367]
- facing-page-line: instr.: [43, 798, 76, 814]
- directory-entry: — Herm., Kolonialw., ☏ V, 328, Isestr. 36, ⊠ 37: [176, 627, 467, 643]
- directory-entry: — Frau H., Hebamme, Gertigstr. 60: [478, 558, 698, 574]
